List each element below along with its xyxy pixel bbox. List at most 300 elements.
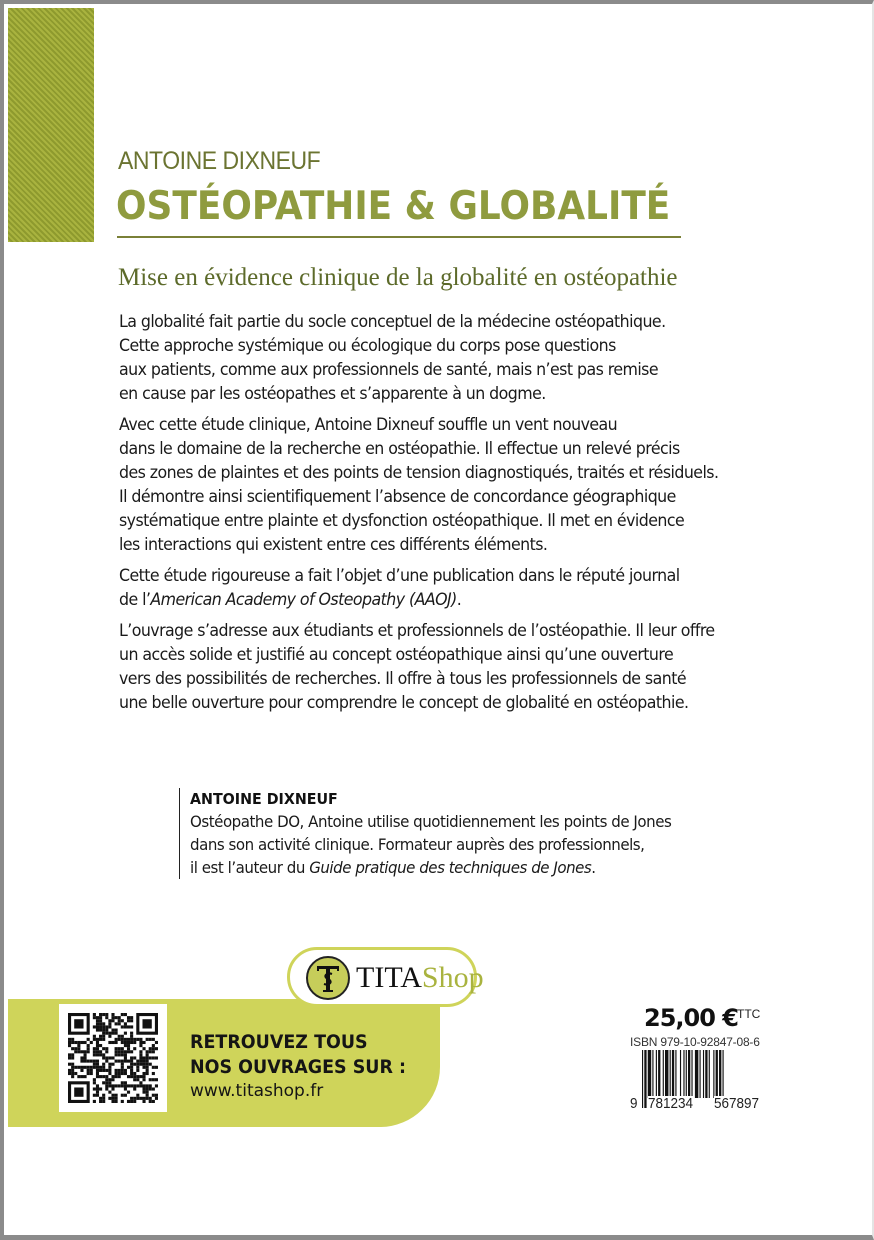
qr-module bbox=[121, 1063, 124, 1066]
qr-module bbox=[102, 1053, 105, 1056]
barcode-bar bbox=[642, 1050, 643, 1108]
qr-module bbox=[136, 1063, 139, 1066]
qr-module bbox=[142, 1066, 145, 1069]
qr-module bbox=[149, 1038, 152, 1041]
barcode-group-1: 781234 bbox=[648, 1095, 694, 1112]
qr-module bbox=[149, 1084, 152, 1087]
qr-module bbox=[71, 1072, 74, 1075]
qr-module bbox=[124, 1053, 127, 1056]
blurb-line: Il démontre ainsi scientifiquement l’absence de concordance géographique bbox=[119, 487, 676, 507]
qr-module bbox=[102, 1075, 105, 1078]
qr-module bbox=[130, 1066, 133, 1069]
qr-module bbox=[124, 1038, 127, 1041]
qr-module bbox=[71, 1066, 74, 1069]
qr-module bbox=[133, 1038, 136, 1041]
qr-module bbox=[74, 1066, 77, 1069]
qr-module bbox=[149, 1056, 152, 1059]
qr-module bbox=[96, 1053, 99, 1056]
qr-module bbox=[133, 1075, 136, 1078]
qr-module bbox=[111, 1094, 114, 1097]
qr-module bbox=[139, 1053, 142, 1056]
blurb-line: Cette étude rigoureuse a fait l’objet d’une publication dans le réputé journal bbox=[119, 566, 680, 586]
qr-module bbox=[136, 1075, 139, 1078]
qr-module bbox=[121, 1072, 124, 1075]
qr-module bbox=[124, 1050, 127, 1053]
qr-module bbox=[115, 1029, 118, 1032]
qr-module bbox=[68, 1072, 71, 1075]
qr-module bbox=[80, 1069, 83, 1072]
qr-module bbox=[96, 1072, 99, 1075]
qr-module bbox=[115, 1084, 118, 1087]
qr-module bbox=[93, 1050, 96, 1053]
qr-module bbox=[111, 1087, 114, 1090]
qr-module bbox=[136, 1069, 139, 1072]
qr-module bbox=[130, 1025, 133, 1028]
qr-module bbox=[93, 1013, 96, 1016]
qr-module bbox=[139, 1060, 142, 1063]
qr-module bbox=[102, 1047, 105, 1050]
qr-module bbox=[111, 1029, 114, 1032]
qr-module bbox=[149, 1087, 152, 1090]
qr-module bbox=[121, 1081, 124, 1084]
qr-module bbox=[108, 1066, 111, 1069]
qr-module bbox=[87, 1038, 90, 1041]
qr-module bbox=[124, 1084, 127, 1087]
qr-module bbox=[121, 1038, 124, 1041]
blurb-line: Avec cette étude clinique, Antoine Dixneuf souffle un vent nouveau bbox=[119, 415, 618, 435]
qr-module bbox=[93, 1100, 96, 1103]
qr-module bbox=[87, 1066, 90, 1069]
author-name: ANTOINE DIXNEUF bbox=[118, 147, 321, 175]
qr-module bbox=[87, 1069, 90, 1072]
qr-module bbox=[115, 1100, 118, 1103]
qr-module bbox=[121, 1084, 124, 1087]
qr-module bbox=[102, 1100, 105, 1103]
qr-module bbox=[96, 1019, 99, 1022]
qr-module bbox=[108, 1091, 111, 1094]
qr-module bbox=[149, 1063, 152, 1066]
qr-module bbox=[142, 1078, 145, 1081]
qr-module bbox=[127, 1047, 130, 1050]
qr-module bbox=[155, 1041, 158, 1044]
qr-module bbox=[96, 1069, 99, 1072]
qr-module bbox=[77, 1050, 80, 1053]
qr-module bbox=[84, 1041, 87, 1044]
qr-module bbox=[149, 1097, 152, 1100]
qr-module bbox=[118, 1035, 121, 1038]
qr-module bbox=[133, 1041, 136, 1044]
book-title: OSTÉOPATHIE & GLOBALITÉ bbox=[116, 184, 671, 229]
qr-module bbox=[80, 1041, 83, 1044]
qr-module bbox=[102, 1097, 105, 1100]
qr-module bbox=[142, 1060, 145, 1063]
qr-module bbox=[105, 1013, 108, 1016]
qr-module bbox=[71, 1063, 74, 1066]
shop-cta-line: NOS OUVRAGES SUR : bbox=[190, 1056, 407, 1078]
blurb-line: dans le domaine de la recherche en ostéopathie. Il effectue un relevé précis bbox=[119, 439, 680, 459]
barcode-bar bbox=[644, 1050, 646, 1108]
qr-module bbox=[68, 1056, 71, 1059]
qr-module bbox=[80, 1060, 83, 1063]
barcode-bar bbox=[670, 1050, 671, 1098]
qr-module bbox=[133, 1047, 136, 1050]
barcode-bar bbox=[648, 1050, 651, 1098]
barcode-bar bbox=[703, 1050, 704, 1098]
qr-module bbox=[152, 1056, 155, 1059]
qr-module bbox=[90, 1060, 93, 1063]
qr-module bbox=[96, 1084, 99, 1087]
qr-module bbox=[127, 1044, 130, 1047]
barcode-bar bbox=[713, 1050, 714, 1098]
qr-module bbox=[99, 1044, 102, 1047]
qr-module bbox=[77, 1044, 80, 1047]
qr-module bbox=[84, 1053, 87, 1056]
qr-module bbox=[130, 1019, 133, 1022]
qr-module bbox=[142, 1084, 145, 1087]
qr-module bbox=[152, 1094, 155, 1097]
qr-code-icon[interactable] bbox=[59, 1004, 167, 1112]
qr-module bbox=[111, 1075, 114, 1078]
qr-module bbox=[102, 1035, 105, 1038]
qr-module bbox=[105, 1084, 108, 1087]
qr-module bbox=[124, 1022, 127, 1025]
qr-module bbox=[139, 1056, 142, 1059]
qr-module bbox=[121, 1035, 124, 1038]
qr-module bbox=[102, 1081, 105, 1084]
qr-module bbox=[108, 1025, 111, 1028]
qr-module bbox=[87, 1047, 90, 1050]
qr-module bbox=[118, 1053, 121, 1056]
qr-module bbox=[99, 1100, 102, 1103]
qr-module bbox=[130, 1041, 133, 1044]
qr-module bbox=[124, 1025, 127, 1028]
qr-module bbox=[127, 1038, 130, 1041]
qr-module bbox=[152, 1038, 155, 1041]
qr-module bbox=[99, 1038, 102, 1041]
qr-module bbox=[96, 1060, 99, 1063]
qr-module bbox=[77, 1047, 80, 1050]
ts-monogram-icon bbox=[306, 956, 350, 1000]
qr-module bbox=[93, 1094, 96, 1097]
qr-module bbox=[121, 1060, 124, 1063]
qr-module bbox=[139, 1038, 142, 1041]
qr-module bbox=[155, 1078, 158, 1081]
qr-module bbox=[80, 1075, 83, 1078]
qr-module bbox=[149, 1050, 152, 1053]
qr-module bbox=[130, 1069, 133, 1072]
qr-module bbox=[93, 1016, 96, 1019]
qr-module bbox=[146, 1063, 149, 1066]
qr-module bbox=[139, 1081, 142, 1084]
qr-module bbox=[105, 1025, 108, 1028]
qr-module bbox=[118, 1016, 121, 1019]
qr-module bbox=[111, 1097, 114, 1100]
qr-module bbox=[93, 1081, 96, 1084]
qr-module bbox=[146, 1072, 149, 1075]
qr-module bbox=[142, 1087, 145, 1090]
qr-module bbox=[99, 1097, 102, 1100]
qr-module bbox=[105, 1050, 108, 1053]
qr-module bbox=[121, 1013, 124, 1016]
qr-module bbox=[96, 1016, 99, 1019]
qr-module bbox=[96, 1041, 99, 1044]
monogram-glyph-icon bbox=[308, 958, 348, 998]
blurb-line: en cause par les ostéopathes et s’apparente à un dogme. bbox=[119, 384, 546, 404]
qr-module bbox=[127, 1016, 130, 1019]
qr-module bbox=[118, 1075, 121, 1078]
qr-module bbox=[124, 1060, 127, 1063]
qr-module bbox=[108, 1084, 111, 1087]
qr-module bbox=[111, 1063, 114, 1066]
qr-module bbox=[127, 1019, 130, 1022]
qr-module bbox=[127, 1084, 130, 1087]
qr-module bbox=[102, 1066, 105, 1069]
qr-module bbox=[99, 1075, 102, 1078]
qr-module bbox=[93, 1047, 96, 1050]
qr-module bbox=[130, 1060, 133, 1063]
qr-module bbox=[118, 1084, 121, 1087]
qr-module bbox=[115, 1050, 118, 1053]
qr-module bbox=[99, 1019, 102, 1022]
barcode-bar bbox=[719, 1050, 721, 1098]
qr-module bbox=[68, 1053, 71, 1056]
blurb-line: des zones de plaintes et des points de tension diagnostiqués, traités et résiduels. bbox=[119, 463, 719, 483]
qr-module bbox=[71, 1069, 74, 1072]
qr-module bbox=[84, 1060, 87, 1063]
titashop-logo bbox=[287, 947, 484, 1007]
qr-module bbox=[146, 1056, 149, 1059]
qr-module bbox=[115, 1060, 118, 1063]
blurb bbox=[119, 310, 819, 722]
qr-module bbox=[118, 1050, 121, 1053]
qr-module bbox=[102, 1029, 105, 1032]
qr-module bbox=[74, 1050, 77, 1053]
qr-module bbox=[115, 1075, 118, 1078]
blurb-line: les interactions qui existent entre ces différents éléments. bbox=[119, 535, 548, 555]
qr-module bbox=[133, 1056, 136, 1059]
book-subtitle: Mise en évidence clinique de la globalité en ostéopathie bbox=[118, 264, 678, 291]
qr-module bbox=[127, 1075, 130, 1078]
blurb-line: vers des possibilités de recherches. Il offre à tous les professionnels de santé bbox=[119, 669, 687, 689]
qr-module bbox=[115, 1022, 118, 1025]
blurb-line: aux patients, comme aux professionnels de santé, mais n’est pas remise bbox=[119, 360, 659, 380]
qr-module bbox=[96, 1038, 99, 1041]
qr-module bbox=[124, 1081, 127, 1084]
qr-module bbox=[68, 1038, 71, 1041]
qr-module bbox=[87, 1044, 90, 1047]
qr-module bbox=[146, 1066, 149, 1069]
qr-module bbox=[133, 1078, 136, 1081]
qr-module bbox=[130, 1084, 133, 1087]
qr-module bbox=[111, 1013, 114, 1016]
qr-module bbox=[115, 1072, 118, 1075]
qr-module bbox=[87, 1060, 90, 1063]
qr-module bbox=[127, 1091, 130, 1094]
qr-module bbox=[152, 1087, 155, 1090]
barcode-bar bbox=[705, 1050, 707, 1098]
qr-module bbox=[108, 1019, 111, 1022]
qr-module bbox=[152, 1072, 155, 1075]
qr-module bbox=[99, 1035, 102, 1038]
barcode bbox=[632, 1050, 776, 1114]
qr-module bbox=[71, 1053, 74, 1056]
qr-module bbox=[93, 1053, 96, 1056]
isbn: ISBN 979-10-92847-08-6 bbox=[630, 1035, 760, 1049]
qr-module bbox=[102, 1069, 105, 1072]
qr-module bbox=[102, 1056, 105, 1059]
qr-module bbox=[108, 1069, 111, 1072]
journal-name: American Academy of Osteopathy (AAOJ) bbox=[150, 590, 457, 610]
qr-module bbox=[99, 1025, 102, 1028]
price: 25,00 € bbox=[644, 1004, 738, 1032]
qr-module bbox=[77, 1041, 80, 1044]
qr-module bbox=[115, 1069, 118, 1072]
qr-module bbox=[118, 1019, 121, 1022]
qr-module bbox=[133, 1100, 136, 1103]
qr-module bbox=[139, 1050, 142, 1053]
shop-cta bbox=[190, 1030, 406, 1080]
qr-module bbox=[99, 1087, 102, 1090]
qr-module bbox=[121, 1047, 124, 1050]
qr-module bbox=[152, 1047, 155, 1050]
qr-module bbox=[68, 1044, 71, 1047]
qr-module bbox=[136, 1078, 139, 1081]
qr-module bbox=[130, 1072, 133, 1075]
qr-module bbox=[121, 1053, 124, 1056]
qr-module bbox=[99, 1066, 102, 1069]
blurb-paragraph-2 bbox=[119, 413, 819, 557]
qr-module bbox=[99, 1016, 102, 1019]
qr-module bbox=[121, 1094, 124, 1097]
qr-module bbox=[99, 1053, 102, 1056]
qr-module bbox=[152, 1044, 155, 1047]
qr-module bbox=[130, 1056, 133, 1059]
qr-module bbox=[121, 1069, 124, 1072]
qr-module bbox=[118, 1038, 121, 1041]
qr-module bbox=[102, 1063, 105, 1066]
qr-module bbox=[96, 1091, 99, 1094]
qr-finder bbox=[74, 1087, 83, 1096]
qr-module bbox=[111, 1084, 114, 1087]
qr-module bbox=[149, 1100, 152, 1103]
blurb-paragraph-4 bbox=[119, 619, 819, 715]
qr-module bbox=[93, 1087, 96, 1090]
barcode-bar bbox=[652, 1050, 653, 1098]
qr-module bbox=[108, 1035, 111, 1038]
qr-module bbox=[139, 1063, 142, 1066]
qr-module bbox=[99, 1069, 102, 1072]
logo-tita: TITA bbox=[356, 961, 422, 994]
qr-module bbox=[115, 1041, 118, 1044]
qr-module bbox=[149, 1078, 152, 1081]
qr-module bbox=[115, 1097, 118, 1100]
qr-module bbox=[71, 1041, 74, 1044]
qr-module bbox=[68, 1041, 71, 1044]
qr-module bbox=[68, 1063, 71, 1066]
qr-module bbox=[87, 1050, 90, 1053]
blurb-paragraph-1 bbox=[119, 310, 819, 406]
qr-module bbox=[105, 1087, 108, 1090]
barcode-bar bbox=[663, 1050, 664, 1098]
qr-module bbox=[80, 1056, 83, 1059]
qr-module bbox=[93, 1035, 96, 1038]
blurb-paragraph-3 bbox=[119, 564, 819, 612]
qr-module bbox=[99, 1029, 102, 1032]
qr-module bbox=[133, 1063, 136, 1066]
qr-module bbox=[90, 1041, 93, 1044]
text-suffix: . bbox=[591, 858, 596, 877]
qr-module bbox=[96, 1025, 99, 1028]
qr-module bbox=[155, 1066, 158, 1069]
qr-module bbox=[127, 1100, 130, 1103]
qr-module bbox=[139, 1041, 142, 1044]
shop-url-link[interactable]: www.titashop.fr bbox=[190, 1081, 324, 1101]
qr-module bbox=[84, 1066, 87, 1069]
qr-module bbox=[77, 1066, 80, 1069]
qr-finder bbox=[142, 1019, 151, 1028]
barcode-bar bbox=[688, 1050, 690, 1098]
qr-module bbox=[121, 1050, 124, 1053]
qr-module bbox=[152, 1066, 155, 1069]
qr-module bbox=[127, 1066, 130, 1069]
qr-module bbox=[124, 1094, 127, 1097]
qr-module bbox=[71, 1075, 74, 1078]
qr-module bbox=[99, 1050, 102, 1053]
barcode-bar bbox=[665, 1050, 668, 1098]
logo-wordmark bbox=[356, 960, 484, 996]
qr-module bbox=[108, 1063, 111, 1066]
qr-module bbox=[71, 1038, 74, 1041]
qr-module bbox=[121, 1066, 124, 1069]
qr-module bbox=[133, 1097, 136, 1100]
qr-module bbox=[136, 1060, 139, 1063]
qr-module bbox=[71, 1056, 74, 1059]
barcode-digit-first: 9 bbox=[630, 1095, 638, 1112]
qr-module bbox=[152, 1078, 155, 1081]
qr-module bbox=[90, 1066, 93, 1069]
qr-module bbox=[111, 1056, 114, 1059]
qr-module bbox=[74, 1072, 77, 1075]
qr-module bbox=[105, 1016, 108, 1019]
qr-module bbox=[102, 1025, 105, 1028]
qr-module bbox=[121, 1025, 124, 1028]
qr-module bbox=[99, 1013, 102, 1016]
qr-module bbox=[142, 1063, 145, 1066]
qr-module bbox=[124, 1032, 127, 1035]
blurb-line: systématique entre plainte et dysfonction ostéopathique. Il met en évidence bbox=[119, 511, 685, 531]
qr-module bbox=[93, 1038, 96, 1041]
qr-module bbox=[130, 1075, 133, 1078]
qr-module bbox=[142, 1056, 145, 1059]
qr-module bbox=[130, 1063, 133, 1066]
qr-module bbox=[96, 1066, 99, 1069]
qr-module bbox=[121, 1100, 124, 1103]
qr-module bbox=[127, 1025, 130, 1028]
qr-module bbox=[155, 1047, 158, 1050]
qr-module bbox=[152, 1100, 155, 1103]
blurb-line bbox=[119, 588, 770, 612]
qr-module bbox=[136, 1038, 139, 1041]
qr-module bbox=[102, 1094, 105, 1097]
qr-module bbox=[121, 1019, 124, 1022]
qr-module bbox=[105, 1029, 108, 1032]
qr-module bbox=[146, 1050, 149, 1053]
qr-module bbox=[118, 1072, 121, 1075]
blurb-line: un accès solide et justifié au concept ostéopathique ainsi qu’une ouverture bbox=[119, 645, 674, 665]
qr-module bbox=[80, 1066, 83, 1069]
qr-module bbox=[146, 1038, 149, 1041]
qr-module bbox=[111, 1032, 114, 1035]
